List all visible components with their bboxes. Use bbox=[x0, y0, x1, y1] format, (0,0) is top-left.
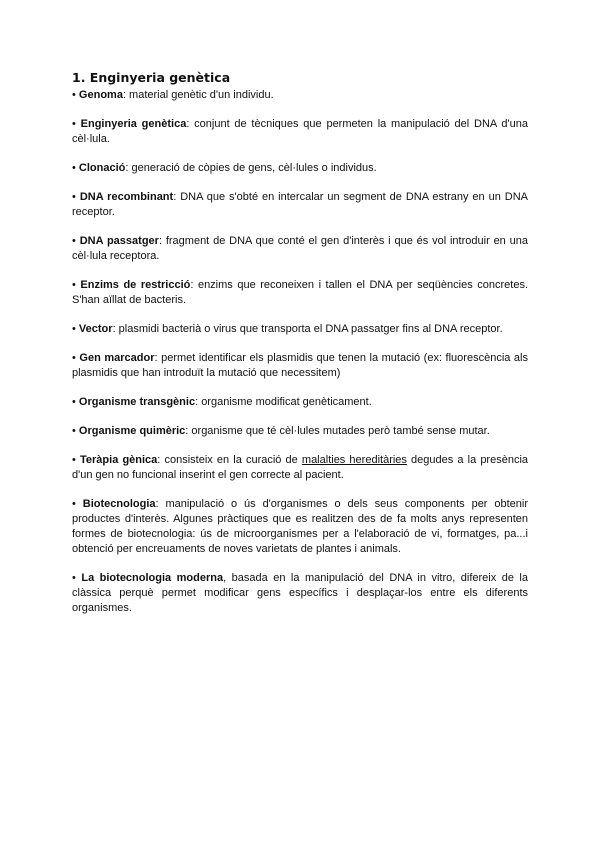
definition-organisme-transgenic bbox=[72, 395, 528, 410]
term: DNA passatger bbox=[79, 235, 159, 247]
term: Teràpia gènica bbox=[80, 454, 158, 466]
definition-vector bbox=[72, 322, 528, 337]
term: La biotecnologia moderna bbox=[81, 572, 224, 584]
term: Organisme transgènic bbox=[78, 396, 196, 408]
definition-dna-recombinant bbox=[72, 190, 528, 220]
term: Enzims de restricció bbox=[80, 279, 191, 291]
bullet: • bbox=[72, 191, 76, 203]
bullet: • bbox=[72, 572, 76, 584]
definition-part: : consisteix en la curació de bbox=[157, 454, 302, 466]
term: Vector bbox=[78, 323, 113, 335]
bullet: • bbox=[72, 454, 76, 466]
term: Clonació bbox=[78, 162, 126, 174]
term: Biotecnologia bbox=[82, 498, 156, 510]
definition-enginyeria-genetica bbox=[72, 117, 528, 147]
definition: : fragment de DNA que conté el gen d'interès i que és vol introduir en una cèl·lula receptora. bbox=[72, 235, 528, 262]
term: Organisme quimèric bbox=[78, 425, 186, 437]
definition: : material genètic d'un individu. bbox=[122, 89, 274, 101]
section-heading: 1. Enginyeria genètica bbox=[72, 70, 231, 85]
definition-biotecnologia bbox=[72, 497, 528, 557]
definition: : organisme que té cèl·lules mutades però també sense mutar. bbox=[185, 425, 490, 437]
bullet: • bbox=[72, 396, 76, 408]
definition: : manipulació o ús d'organismes o dels seus components per obtenir productes d'interès. Algunes pràctiques que es realitzen des de fa molts anys representen formes de biotecnologia: ús de microorganismes per a l'elaboració de vi, formatges, pa...i obtenció per encreuaments de noves varietats de plantes i animals. bbox=[72, 498, 529, 555]
bullet: • bbox=[72, 498, 76, 510]
bullet: • bbox=[72, 118, 76, 130]
bullet: • bbox=[72, 279, 76, 291]
definition-dna-passatger bbox=[72, 234, 528, 264]
definition: : conjunt de tècniques que permeten la manipulació del DNA d'una cèl·lula. bbox=[72, 118, 528, 145]
bullet: • bbox=[72, 425, 76, 437]
term: Enginyeria genètica bbox=[80, 118, 187, 130]
term: Genoma bbox=[78, 89, 123, 101]
term: Gen marcador bbox=[79, 352, 155, 364]
bullet: • bbox=[72, 352, 76, 364]
definition-gen-marcador bbox=[72, 351, 528, 381]
definition: : organisme modificat genèticament. bbox=[195, 396, 372, 408]
definition: : plasmidi bacterià o virus que transporta el DNA passatger fins al DNA receptor. bbox=[112, 323, 503, 335]
document-content bbox=[72, 70, 528, 630]
definition-biotecnologia-moderna bbox=[72, 571, 528, 616]
bullet: • bbox=[72, 89, 76, 101]
bullet: • bbox=[72, 235, 76, 247]
definition-enzims-restriccio bbox=[72, 278, 528, 308]
definition: : permet identificar els plasmidis que tenen la mutació (ex: fluorescència als plasmidis que han introduït la mutació que necessitem) bbox=[72, 352, 528, 379]
definition-organisme-quimeric bbox=[72, 424, 528, 439]
bullet: • bbox=[72, 323, 76, 335]
definition-part: degudes a la presència d'un gen no funcional inserint el gen correcte al pacient. bbox=[72, 454, 529, 481]
definition: : enzims que reconeixen i tallen el DNA per seqüències concretes. S'han aïllat de bacteris. bbox=[72, 279, 528, 306]
definition-genoma bbox=[72, 88, 528, 103]
definition-clonacio bbox=[72, 161, 528, 176]
definition: : generació de còpies de gens, cèl·lules o individus. bbox=[125, 162, 377, 174]
definition-terapia-genica bbox=[72, 453, 528, 483]
underlined-term-link[interactable]: malalties hereditàries bbox=[301, 454, 407, 466]
bullet: • bbox=[72, 162, 76, 174]
definition: : DNA que s'obté en intercalar un segment de DNA estrany en un DNA receptor. bbox=[72, 191, 529, 218]
term: DNA recombinant bbox=[79, 191, 174, 203]
definition: , basada en la manipulació del DNA in vitro, difereix de la clàssica perquè permet modificar gens específics i desplaçar-los entre els diferents organismes. bbox=[72, 572, 528, 614]
